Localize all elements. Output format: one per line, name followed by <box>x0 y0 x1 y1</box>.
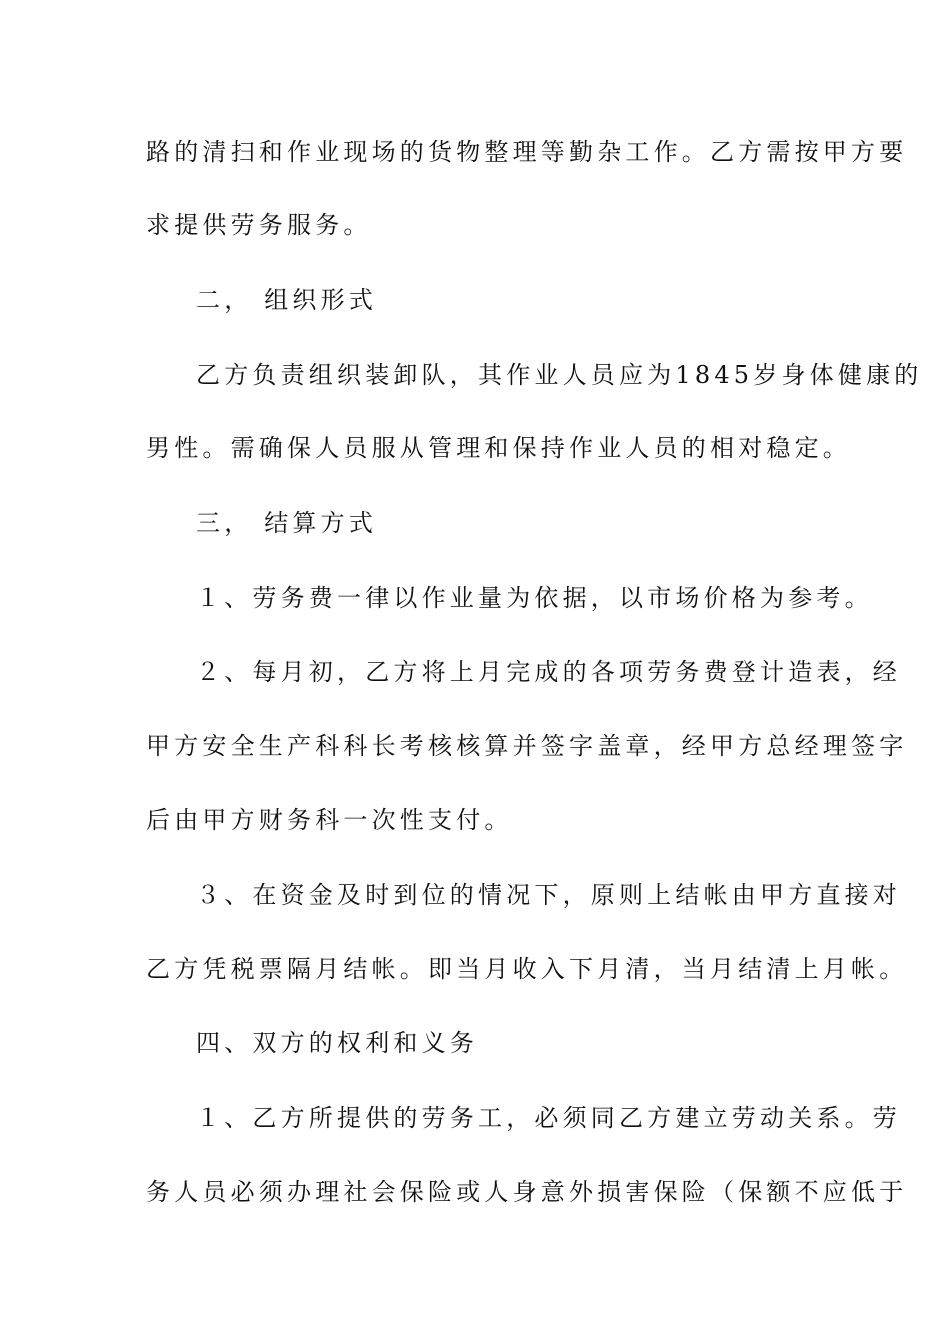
list-item: １、劳务费一律以作业量为依据，以市场价格为参考。 <box>196 584 873 612</box>
section-heading: 二， 组织形式 <box>196 286 378 314</box>
paragraph-line: 男性。需确保人员服从管理和保持作业人员的相对稳定。 <box>146 434 851 462</box>
list-item: １、乙方所提供的劳务工，必须同乙方建立劳动关系。劳 <box>196 1104 901 1132</box>
section-heading: 四、双方的权利和义务 <box>196 1029 478 1057</box>
section-heading: 三， 结算方式 <box>196 509 378 537</box>
list-item: ２、每月初，乙方将上月完成的各项劳务费登计造表，经 <box>196 658 901 686</box>
paragraph-line: 后由甲方财务科一次性支付。 <box>146 806 513 834</box>
paragraph-line: 路的清扫和作业现场的货物整理等勤杂工作。乙方需按甲方要 <box>146 138 908 166</box>
paragraph-line: 务人员必须办理社会保险或人身意外损害保险（保额不应低于 <box>146 1178 908 1206</box>
paragraph-line: 甲方安全生产科科长考核核算并签字盖章，经甲方总经理签字 <box>146 732 908 760</box>
paragraph-line: 求提供劳务服务。 <box>146 211 372 239</box>
paragraph-line: 乙方凭税票隔月结帐。即当月收入下月清，当月结清上月帐。 <box>146 955 908 983</box>
list-item: ３、在资金及时到位的情况下，原则上结帐由甲方直接对 <box>196 881 901 909</box>
paragraph-line: 乙方负责组织装卸队，其作业人员应为1845岁身体健康的 <box>196 361 923 389</box>
